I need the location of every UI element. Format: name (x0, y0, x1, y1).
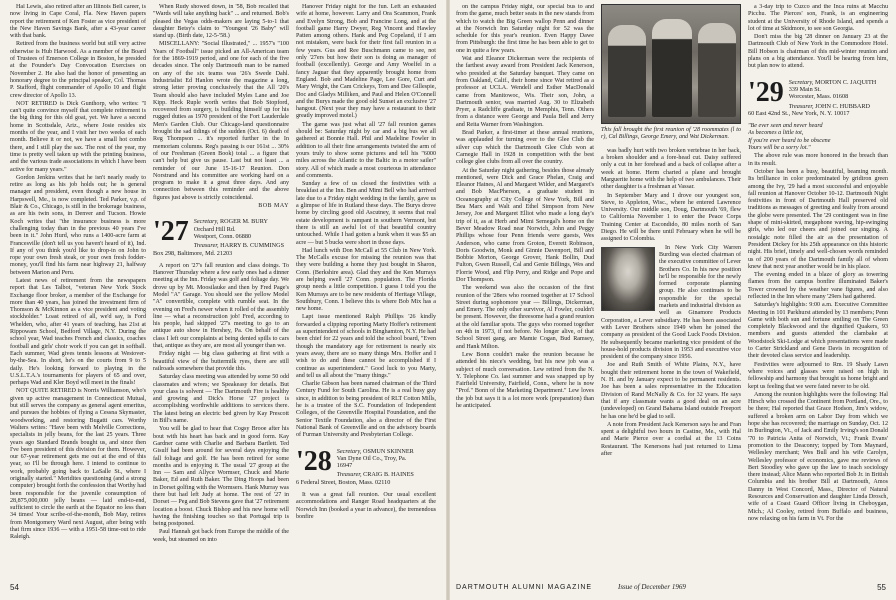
paragraph: was badly hurt with two broken vertebrae in her back, a broken shoulder and a fore-head cut. Daisy suffered only a cut in her forehead and a back of collapse after a week at home. Herm charted a plane and brought Marguerite home with the help of two ambulances. Their other daughter is a freshman at Vassar. (601, 147, 741, 191)
right-page (448, 0, 896, 600)
person-figure-center (652, 19, 692, 117)
signature-bob-may: BOB MAY (258, 203, 289, 210)
paragraph: Hanover Friday night for the fun. Left an exhausted wife at home, however. Larry and Ora Scammon, Frank and Evelyn Strong, Bob and Francine Long, and at the football game Harry Dwyer, Reg Vincent and Hawley Patten among others. Hank and Peg Copeland, if I am not mistaken, were back for their first fall reunion in a few years. Gus and Ree Buschmann came to see, not only '27ers but how their son is doing as manager of football (excellently). George and Amy Woelfel in a fancy Jaguar that they apparently brought home from England. Bob and Madeline Page, Lee Gore, Curt and Mary Wright, the Cam Crickeys, Tom and Dee Gillespie, Doc and Gladys Milliken, and Paul and Helen O'Connell and the Burys made the good old Sunset an exclusive '27 hangout. (Next year they may have a restaurant to their greatly improved motel.) (296, 4, 436, 120)
photo-caption: This fall brought the first reunion of '28 roommates (l to r), Cal Billings, George Emery, and Wat Dickerman. (601, 127, 741, 141)
paragraph: Festivities were adjourned to Rm. 19 Shady Lawn where voices and glasses were raised on high in fellowship and harmony that brought us home bright and kept us feeling that we were fated never to be old. (748, 361, 888, 390)
reunion-photo (601, 4, 741, 124)
paragraph: Wat and Eleanor Dickerman were the recipients of the farthest away award from President Jack Kenerson, who presided at the Saturday banquet. They came on from Oakland, Calif., their home since Wat retired as a professor at UCLA. Wendell and Esther MacDonald came from Manitowoc, Wis. Their son, John, a Dartmouth senior, was married Aug. 30 to Elizabeth Pryer, a Radcliffe graduate, in Memphis, Tenn. Others from a distance were George and Paula Bell and Jerry and Reita Warner from Washington. (456, 56, 594, 128)
class-section-29 (748, 79, 888, 117)
paragraph: Had lunch with Don McCall at 55 Club in New York. The McCalls excuse for missing the reunion was that they were building a home they just bought in Sharon, Conn. (Berkshire area). Glad they and the Ken Murrays are helping swell '27 Conn. population. The Florida group needs a little competition. I guess I told you the Ken Murrays are to be new residents of Heritage Village, Southbury, Conn. I believe this is where Bob Mix has a new home. (296, 247, 436, 313)
portrait-photo (601, 247, 655, 311)
paragraph: October has been a busy, beautiful, beaming month. Its brilliance in color predominated by gridiron green among the Ivy, '29 had a most successful and enjoyable fall reunion at Hanover October 10-12. Dartmouth Night festivities in front of Dartmouth Hall preserved old traditions as messages of greeting and fealty from around the globe were presented. The '29 contingent was in fine shape of mini-skirted, megaphone waving, hip-swinging girls, who led our cheers and joined our singing. A nostalgic note filled the air as the presentation of President Dickey for his 25th appearance on this historic night. His brief, timely and well-chosen words reminded us of 200 years of the Dartmouth family all of whom knew that next year another would be in his place. (748, 168, 888, 270)
paragraph: Joe and Ruth Smith of White Plains, N.Y., have bought their retirement home in the town of Wakefield, N. H. and by January expect to be permanent residents. Joe has been a sales representative in the Education Division of Rand McNally & Co. for 32 years. He says that if any classmate wants a good deal on an acre (undeveloped) on Grand Bahama Island outside Freeport he has one he'd be glad to sell. (601, 362, 741, 420)
paragraph: NOT RETIRED is Dick Gunthorp, who writes: "I can't quite convince myself that complete retirement is the big thing for this old goat, yet. We have a second home in Scottsdale, Ariz., where Josie resides six months of the year, and I visit her two weeks of each month. Believe it or not, we have a small hot combo there, and I still play the sax. The rest of the year, my time is pretty well taken up with the printing business, and the various trade associations in which I have been active for many years." (10, 100, 146, 173)
class-section-28 (296, 448, 436, 486)
right-column-3 (748, 4, 888, 576)
left-column-2 (153, 4, 289, 576)
paragraph: When Rudy showed down, in '58, Bob recalled that "Wards will take anything back" ... and returned. Bob's pleased the Vegas odds-makers are laying 5-to-1 that daughter Betsy's claim to "Youngest '26 Baby" will stand up. (Birth date, 12-5-'58.) (153, 4, 289, 40)
paragraph: Lew Bonn couldn't make the reunion because he attended his niece's wedding, but his new job was a subject of much conversation. Lew retired from the N. Y. Telephone Co. last summer and was snapped up by Fairfield University, Fairfield, Conn., where he is now "Prof." Bonn of the Marketing Department." Lew loves the job but says it is a lot more work (preparation) than he anticipated. (456, 351, 594, 410)
paragraph: The above rule was more honored in the breach than in its result. (748, 153, 888, 167)
paragraph: a 3-day trip to Cuzco and the Inca ruins at Macchu Picchu. The Pierces' son, Frank, is an engineering student at the University of Rhode Island, and spends a lot of time at Skidmore, to see son Georgia. (748, 4, 888, 32)
class-29-officers: Secretary, MORTON C. JAQUITH 339 Main St. Worcester, Mass. 01608 Treasurer, JOHN C. HUBBARD 60 East 42nd St., New York, N. Y. 10017 (748, 78, 877, 117)
class-28-officers: Secretary, OSMUN SKINNER Van Dyne Oil Co., Troy, Pa. 16947 Treasurer, CRAIG B. HAINES 6 Federal Street, Boston, Mass. 02110 (296, 447, 414, 486)
class-section-27 (153, 218, 289, 256)
paragraph: NOT QUITE RETIRED is Norris Williamson, who's given up active management in Connecticut Mutual, but still serves the company as general agent emeritus, and pursues the hobbies of flying a Cessna Skymaster, woodworking, and restoring Bugatti cars. Worthy Walters writes: "Have been with Melville Corrections, specialists in jelly beans, for the last 25 years. Three years ago Standard Brands bought us, and since then I've been president of this division for them. However, our 67-year retirement gets me out at the end of this year, so I'll be through here. I intend to continue to work, probably going back to LaSalle St., where I originally started." Meridites questioning (and a strong computer) brought forth the confession that Worthy had been responsible for the juvenile consumption of 28,875,000,000 jelly beans — laid end-to-end, sufficient to circle the earth at the Equator no less than 34 times! Your scribe-of-the-month, Bob May, retires from Montgomery Ward next August, after being with that firm since 1936 — with a 1951-58 time-out to ride Raleigh. (10, 388, 146, 541)
paragraph: Retired from the business world but still very active otherwise is Hub Harwood. As a member of the Board of Trustees of Emerson College in Boston, he presided at the Founder's Day Convocation Exercises on November 2. He also had the honor of presenting an honorary degree to the principal speaker, Col. Thomas P. Stafford, flight commander of Apollo 10 and flight crew director of Apollo 13. (10, 41, 146, 99)
paragraph: Saturday's highlights: 9:00 a.m. Executive Committee Meeting in 101 Parkhurst attended by 13 members; Penn Game with both sun and fortune smiling on The Green completely Blackwood and the dignified Quakers, 93 members and guests attended the clambake at Woodstock Ski-Lodge at which presentations were made to Carter Strickland and Gene Davis in recognition of their devoted class service and leadership. (748, 302, 888, 360)
paragraph: Don't miss the big '28 dinner on January 23 at the Dartmouth Club of New York in the Commodore Hotel. Bill Hobson is chairman of this mid-winter reunion and plans on a big attendance. You'll be hearing from him, but plan now to attend. (748, 34, 888, 70)
paragraph: Brad Parker, a first-timer at these annual reunions, was applauded for turning over to the Glee Club the silver cup which the Dartmouth Glee Club won at Carnegie Hall in 1928 in competition with the best college glee clubs from all over the country. (456, 130, 594, 166)
person-figure-right (698, 23, 736, 117)
paragraph: The game was just what all '27 fall reunion games should be: Saturday night by car and a big bus we all gathered at Bonnie Hall. Phil and Madeline Fowler in addition to all their fine arrangements twisted the arm of yours truly to show some pictures and tell his "6000 miles across the Atlantic to the Baltic in a motor sailer" story. All of which made a most courteous in attendance and comments. (296, 121, 436, 179)
class-27-officers: Secretary, ROGER M. BURY Orchard Hill Rd. Westport, Conn. 06880 Treasurer, HARRY B. CUMMINGS Box 298, Baltimore, Md. 21203 (153, 218, 285, 257)
paragraph: Friday night — big class gathering at first with a beautiful view of the buttermilk ryes, there are still railroads somewhere that provide this. (153, 351, 289, 372)
issue-date: Issue of December 1969 (618, 583, 686, 591)
paragraph: Among the reunion highlights were the following: Hal Hirsch who crossed the Continent from Portland, Ore., to be there; Hal reported that Grace Hodson, Jim's widow, suffered a broken arm on Labor Day from which we hope she has recovered; the marriage on Sunday, Oct. 12 in Burlington, Vt., of Jack and Emily Irving's son Donald '70 to Patricia Anita of Norwich, Vt.; Frank Evans' promotion to the Deaconry; topped by Tom Maynard, Wellesley merchant; Wes Bull and his wife Carolyn, Wellesley professor of economics, gave me reviews of Bert Stoodley who gave up the law to teach sociology there instead; Alice Mann who reported Bob Jr. in British Columbia and his brother Bill at Dartmouth, Amos Danny in West Concord, Mass., Director of Natural Resources and Conservation and daughter Linda Drosch, wife of a Coast Guard Officer living in Cheboygan, Mich.; Al Cooley, retired from Buffalo and business, now relaxing on his farm in Vt. For the (748, 391, 888, 522)
paragraph: You will be glad to hear that Cogsy Brooe after his bout with his heart has back and in good form. Kay Gardner came with Charlie and Barbara Bartlett. Ted Gisulf had been around for several days enjoying the fall foliage and golf. He has been retired for some months and is enjoying it. The usual '27 group at the Inn — Sam and Allyce Wormser, Chuck and Marie Baker, Ed and Ruth Baker. The Ding Hoops had been in Dorset golfing with the Wormsers. Hank Murray was there but had left Judy at home. The rest of '27 in Dorset — Peg and Bob Stevens gave that '27 retirement location a boost. Chuck Bishop and his new home will having the finishing touches so that Portugal trip is being postponed. (153, 426, 289, 528)
paragraph: It was a great fall reunion. Our usual excellent accommodations and Ranger Road headquarters at the Norwich Inn (booked a year in advance), the tremendous bonfire (296, 492, 436, 520)
class-number-27: '27 (153, 218, 189, 248)
class-number-28: '28 (296, 447, 332, 477)
paragraph: MISCELLANY: "Social Illustrated," ... 1957's "100 Years of Football" issue picked an All-American team for the 1869-1919 period, and one for each of the five decades since. The only Dartmouth man to be named on any of the six teams was '26's Swede Dahl. Industrialist Ed Hanlon wrote the magazine a long, strong letter proving conclusively that the All '20's Team should also have included Myles Lane and Joe Kipp. Heck Ruple worth writes that Bob Stopford, recovered from surgery, is building himself up for his rugged duties as 1970 president of the Fort Lauderdale Men's Garden Club. Our Chicago-land questionnaire brought the sad tidings of the sudden (Oct. 6) death of Reg Thompson ... it's reported further in the In memoriam columns. Reg's passing is our 161st ... 30% of our Freshman (Green Book) total ... a figure that can't help but give us pause. Last but not least ... a reminder of our June 15-16-17 Reunion. Don Norstrand and his committee are working hard on a program to make it a great three days. And any connection between this reminder and the above figures just above is strictly coincidental. (153, 41, 289, 201)
person-figure-left (608, 25, 646, 117)
paragraph: Charlie Gibson has been named chairman of the Third Century Fund for South Carolina. He is a real busy guy since, in addition to being president of RLT Cotton Mills, he is a trustee of the S.C. Foundation of Independent Colleges, of the Greenville Hospital Foundation, and the Senior Textile Foundation, also a director of the First National Bank of Greenville and on the advisory boards of Furman University and Presbyterian College. (296, 381, 436, 439)
paragraph: Lapt issue mentioned Ralph Phillips '26 kindly forwarded a clipping reporting Marty Hoffer's retirement as superintendent of schools in Binghamton, N.Y. He had been chief for 22 years and told the school board, "Even though the mandatory age for retirement is nearly six years away, there are so many things Mrs. Hoffer and I wish to do and these cannot be accomplished if I continue as superintendent." Good luck to you Marty, and tell us all about the "many things." (296, 314, 436, 379)
paragraph: Saturday class meeting was attended by some 50 odd classmates and wives; we Speakeasy for details. But your class is solvent — The Dartmouth Fire is healthy and growing and Dick's Horse '27 project is accomplishing worthwhile additions to services there. The latest being an electric bed given by Kay Prescott in Bill's name. (153, 374, 289, 425)
paragraph: At the Saturday night gathering, besides those already mentioned, were Dick and Grace Phelan, Craig and Eleanor Haines, Al and Margaret Wilder, and Margaret's and Bob MacPherson, a graduate student in Oceanography at City College of New York, Bill and Bea Marx and Walt and Ethel Simpson from New Jersey, Joe and Margaret Elliot who made a long day's trip of it, as at Herb and Mimi Semegal's home on the Bever Meadow Road near Norwich, John and Peggy Phillips whose four Penn friends were guests, Wes Anderson, who came from Groton, Everett Robinson, Doris Goodwin, Monk and Ginnie Davenport, Bill and Bobbie Morton, George Grover, Hank Bollin, Dud Fulton, Gwen Russell, Cal and Genie Billings, Wes and Florrie Wood, and Flip Perry, and Ridge and Pope and Dor Thompson. (456, 167, 594, 283)
page-number-left: 54 (10, 583, 19, 592)
right-column-1 (456, 4, 594, 576)
paragraph: A report on '27's fall reunion and class doings. To Hanover Thursday where a few early ones had a dinner meeting at the Inn. Friday was golf and foliage day. We drove up by Mt. Moosilauke and then by Fred Page's Model "A" Garage. You should see the yellow Model "A" convertible, complete with rumble seat. In the evening on Fred's newer when it rolled of the assembly line — what a reconstruction job! Fred, according to his people, had skipped '27's meeting to go to an antique auto show in Hershey, Pa. On behalf of the class I left our complaints at being denied spills to cars that, antique as they are, are most all younger than we. (153, 262, 289, 350)
paragraph: Sunday a few of us closed the festivities with a breakfast at the Inn. Ben and Mimi Bell who had arrived late due to a Friday night wedding in the family, gave us a glimpse of life in Rutland these days. The Burys drove home by circling good old Ascutney, it seems that real estate development is rampant in southern Vermont, but there is still an awful lot of that beautiful country untouched. While I had gotten a hunk when it was $5 an acre — but 5 bucks were short in those days. (296, 181, 436, 246)
left-column-3 (296, 4, 436, 576)
paragraph: Latest news of retirement from the newspapers report that Les Talbot, "veteran New York Stock Exchange floor broker, a member of the Exchange for more than 40 years, has joined the investment firm of Thomson & McKinnon as a vice president and voting stockholder." Loast retired of all, we'd say, is Ford Whelden, who, after 41 years of teaching, has 21st at Rippowam School, Bedford Village, N.Y. During the school year, Wad teaches French and classics, coaches football and girls' choir work if you can get in softball. Each summer, Wad gives tennis lessons at Westover-by-the-Sea. In short, he's on the courts from 9 to 5 daily. He's looking forward to playing in the U.S.L.T.A.'s tournaments for players of 65 and over, perhaps Wad and Kler Boyd will meet in the finals! (10, 277, 146, 387)
paragraph: Gordon Jenkins writes that he isn't nearly ready to retire as long as his job holds out; he is general manager and president, even though a new house in Harpswell, Me., is now completed. Ted Parker, v.p. of Blair & Co., Chicago, is still in the brokerage business, as are his twin sons, in Denver and Tucson. Howie Koch writes that "the insurance business is more challenging today than in the previous 40 years I've been in it." John Hurd, who runs a 1400-acre farm at Francesville (don't tell us you haven't heard of it), Ind. If any of you think you'd like to drop-in on John to rope your own fresh steak, or your own fresh fodder-money, you'll find his farm near highway 21, halfway between Marion and Peru. (10, 174, 146, 276)
paragraph: The evening ended in a blaze of glory as towering flames from the campus bonfire illuminated Baker's Tower crowned by the weather vane figures, and also reflected in the Inn where many '29ers had gathered. (748, 272, 888, 300)
page-number-right: 55 (877, 583, 886, 592)
magazine-title: DARTMOUTH ALUMNI MAGAZINE (456, 584, 593, 591)
paragraph: Paul Hannah got back from Europe the middle of the week, but steamed on into (153, 529, 289, 543)
verse: "Be ever seen and never heard As becomes a little tot, If you're ever heard to be obscene Yours will be a sorry lot." (748, 123, 831, 152)
right-column-2 (601, 4, 741, 576)
paragraph: In New York City Warren Burding was elected chairman of the executive committee of Lever Brothers Co. In his new position he'll be responsible for the newly formed corporate planning group. He also continues to be responsible for the special markets and industrial division as well as Ginamore Products Corporation, a Lever subsidiary. He has been associated with Lever Brothers since 1949 when he joined the company as president of the Good Luck Foods Division. He subsequently became marketing vice president of the house-hold products division in 1953 and executive vice president of the company since 1956. (601, 244, 741, 361)
paragraph: The weekend was also the occasion of the first reunion of the '28ers who roomed together at 17 School Street during sophomore year — Billings, Dickerman, and Emery. The only other survivor, Al Fowler, couldn't be present. However, the threesome had a grand reunion at the old familiar spots. The guys who roomed together on 4th in 1973, if not before. No longer alive, of that School Street gang, are Mamie Cogan, Bud Ramsey, and Hank Milton. (456, 285, 594, 350)
left-column-1 (10, 4, 146, 576)
paragraph: In September Mary and I drove our youngest son, Steve, to Appleton, Wisc., where he entered Lawrence University. Our middle son, Doug, Dartmouth '69, flew to California November 1 to enter the Peace Corps Training Center at Escondido, 80 miles north of San Diego. He will be there until February when he will be assigned to Colombia. (601, 192, 741, 243)
paragraph: Hal Lewis, also retired after an Illinois Bell career, is now living in Cape Coral, Fla. New Haven papers report the retirement of Ken Foster as vice president of the New Haven Savings Bank, after a 43-year career with that bank. (10, 4, 146, 40)
paragraph: on the campus Friday night, our special bus to and from the game, much better seats in the new stands from which to watch the Big Green wallop Penn and dinner at the Norwich Inn Saturday night for 52 was the schedule for this year's reunion. Even Happy Dawe from Pittsburgh: the first time he has been able to get to one in quite a few years. (456, 4, 594, 54)
class-number-29: '29 (748, 78, 784, 108)
paragraph: A note from President Jack Kenerson says he and Fran spent a delightful two hours in Castine, Me., with Hal and Marie Pierce over a cordial at the 13 Coins Restaurant. The Kenersons had just returned to Lima after (601, 421, 741, 457)
